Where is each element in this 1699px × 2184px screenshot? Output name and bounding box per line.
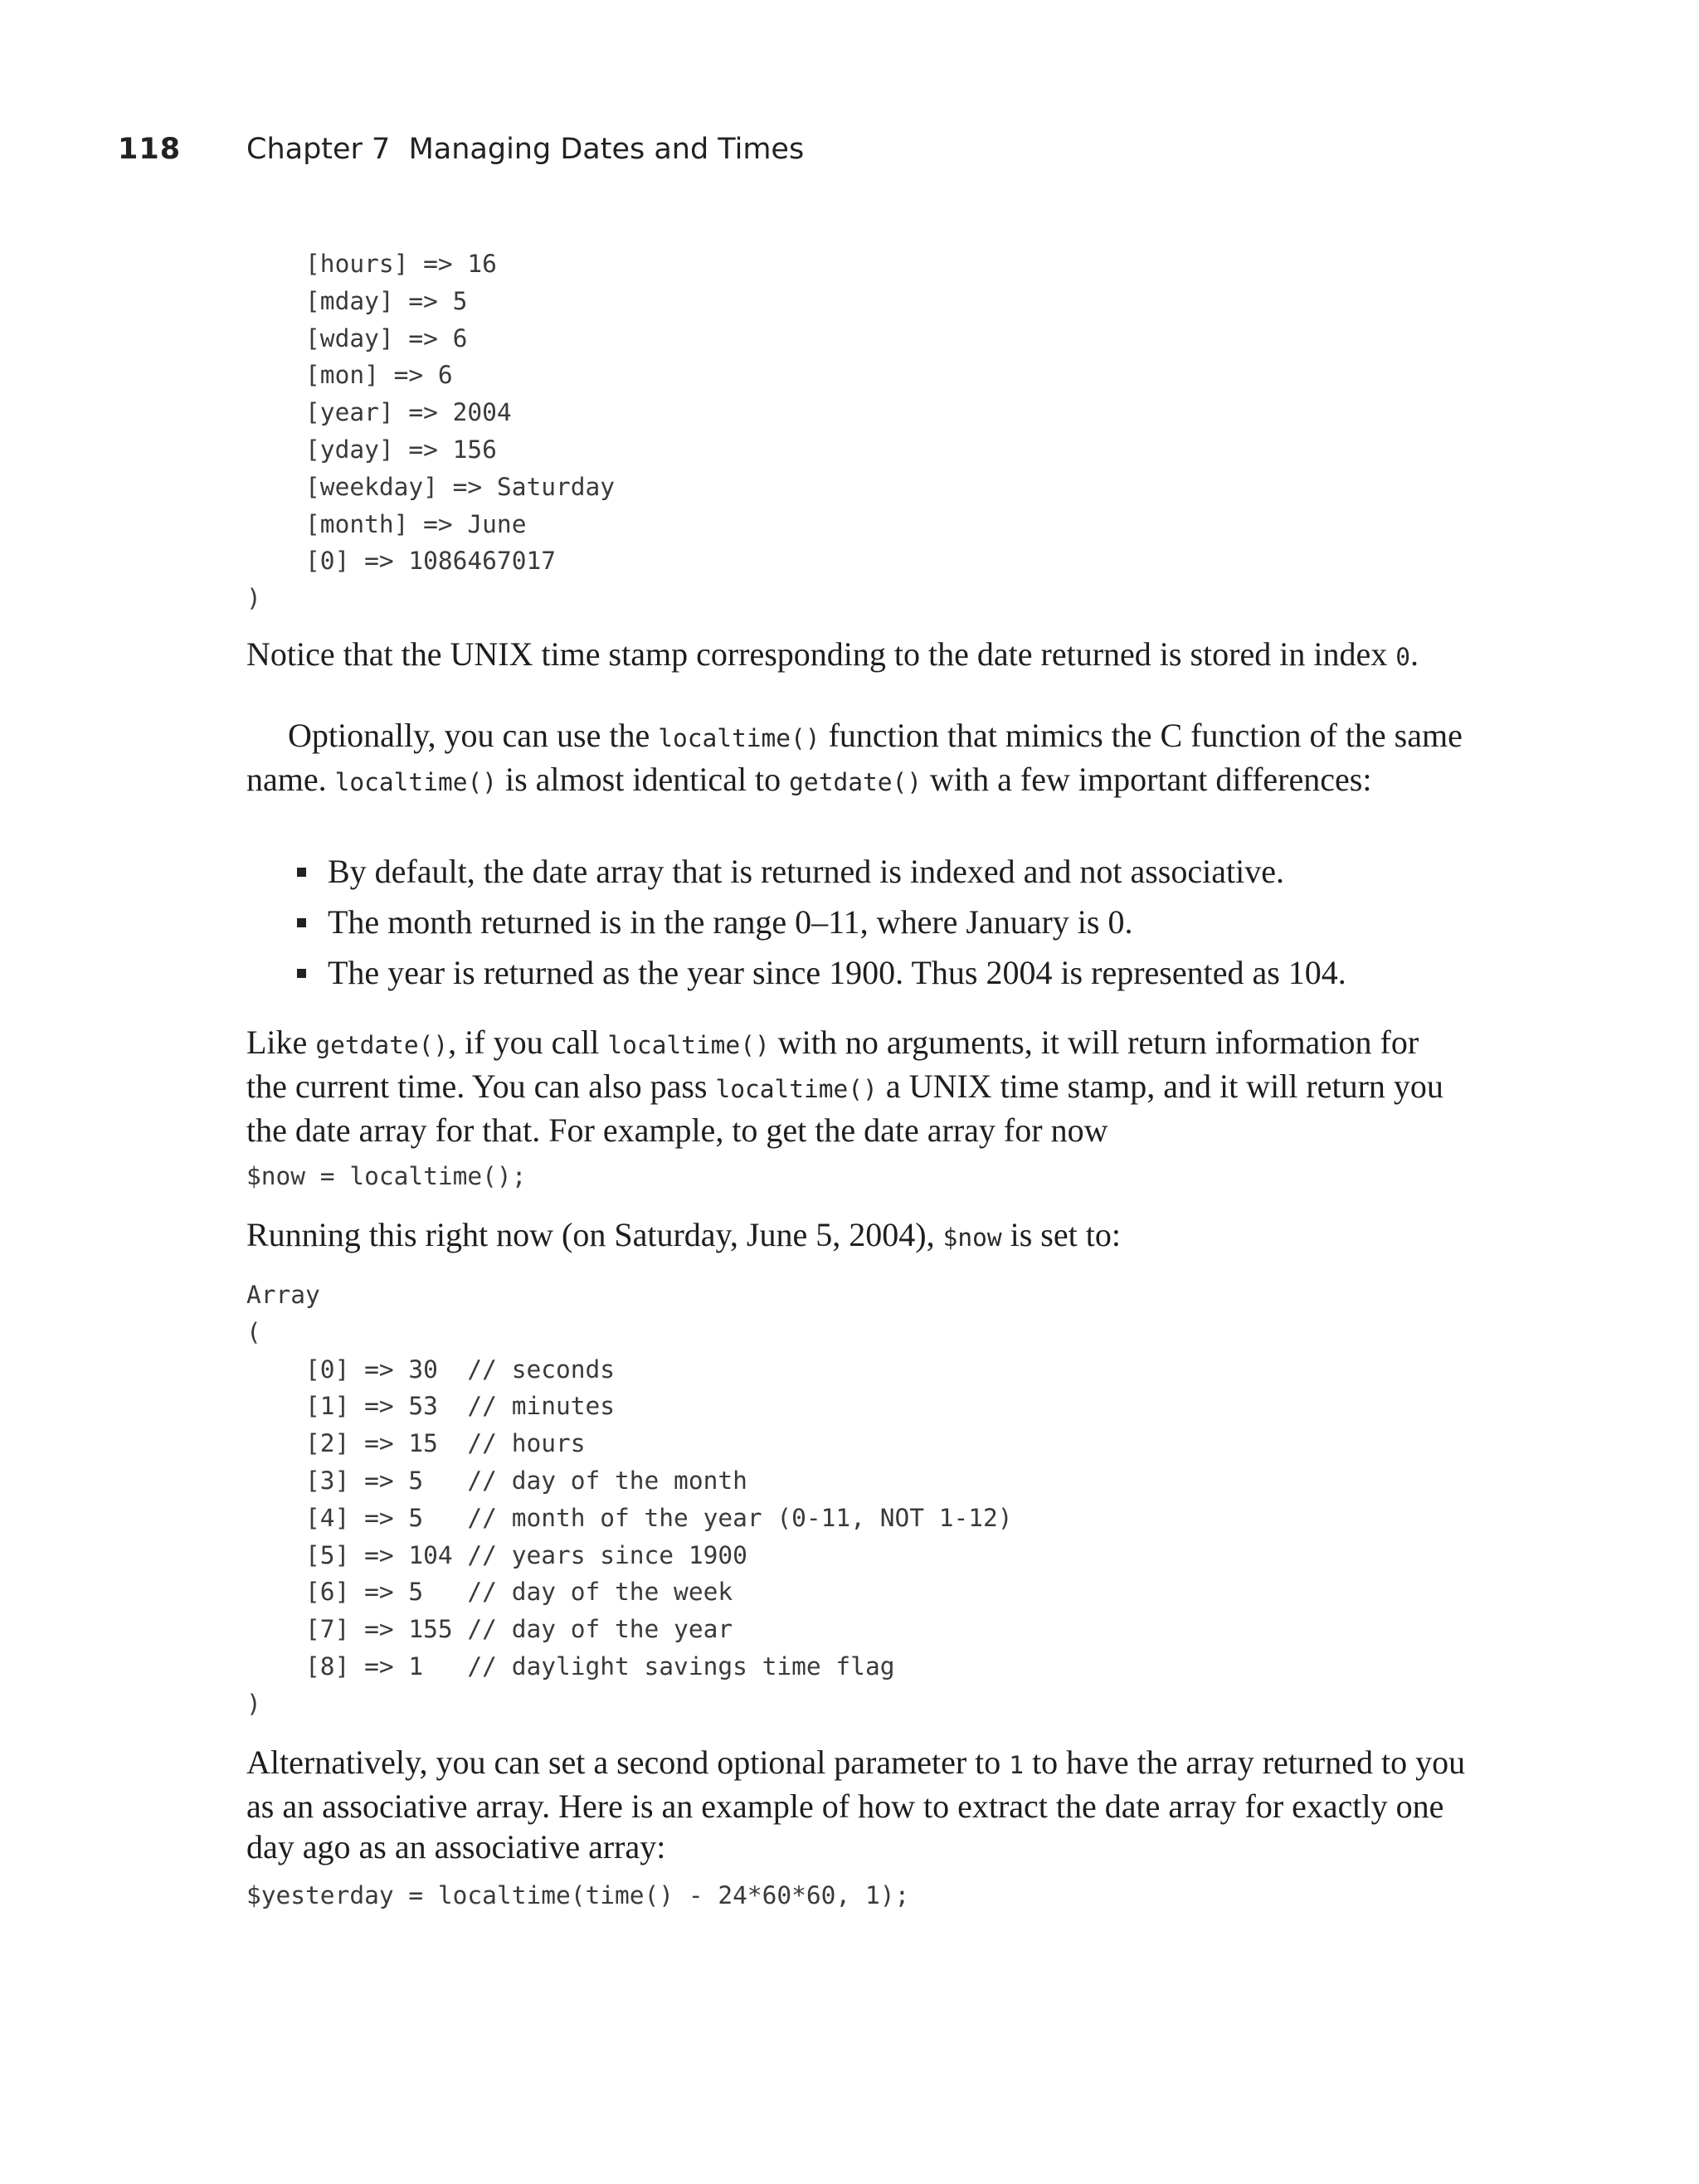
differences-list bbox=[290, 846, 1468, 998]
inline-code: localtime() bbox=[334, 768, 497, 796]
code-block-yesterday: $yesterday = localtime(time() - 24*60*60, 1); bbox=[246, 1881, 910, 1909]
bullet-icon bbox=[297, 969, 306, 978]
inline-code: localtime() bbox=[715, 1075, 878, 1103]
paragraph-localtime-usage: Like getdate(), if you call localtime() with no arguments, it will return information for the current time. You can also pass localtime() a UNIX time stamp, and it will return you the date array for that. For example, to get the date array for now bbox=[246, 1024, 1443, 1149]
inline-code: $now bbox=[942, 1223, 1002, 1252]
inline-code: localtime() bbox=[658, 724, 820, 752]
paragraph-localtime-intro: Optionally, you can use the localtime() function that mimics the C function of the same name. localtime() is almost identical to getdate() with a few important differences: bbox=[246, 717, 1463, 798]
list-item: By default, the date array that is returned is indexed and not associative. bbox=[290, 846, 1468, 897]
code-block-now: $now = localtime(); bbox=[246, 1162, 527, 1190]
inline-code: getdate() bbox=[789, 768, 923, 796]
inline-code: 1 bbox=[1009, 1751, 1025, 1779]
inline-code: 0 bbox=[1395, 643, 1410, 671]
inline-code: getdate() bbox=[315, 1031, 449, 1059]
running-head: Chapter 7 Managing Dates and Times bbox=[246, 133, 805, 166]
page-header bbox=[0, 133, 1699, 174]
list-item: The month returned is in the range 0–11, where January is 0. bbox=[290, 897, 1468, 947]
paragraph-unix-timestamp: Notice that the UNIX time stamp corresponding to the date returned is stored in index 0. bbox=[246, 635, 1419, 673]
list-item: The year is returned as the year since 1900. Thus 2004 is represented as 104. bbox=[290, 947, 1468, 998]
bullet-icon bbox=[297, 868, 306, 877]
bullet-icon bbox=[297, 918, 306, 927]
paragraph-running-now: Running this right now (on Saturday, June 5, 2004), $now is set to: bbox=[246, 1216, 1121, 1253]
code-block-getdate-output: [hours] => 16 [mday] => 5 [wday] => 6 [mon] => 6 [year] => 2004 [yday] => 156 [weekday] => Saturday [month] => June [0] => 1086467017 ) bbox=[246, 250, 616, 613]
page-number: 118 bbox=[118, 133, 182, 166]
code-block-localtime-output: Array ( [0] => 30 // seconds [1] => 53 // minutes [2] => 15 // hours [3] => 5 // day of the month [4] => 5 // month of the year (0-11, NOT 1-12) [5] => 104 // years since 1900 [6] => 5 // day of the week [7] => 155 // day of the year [8] => 1 // daylight savings time flag ) bbox=[246, 1281, 1013, 1718]
paragraph-associative: Alternatively, you can set a second optional parameter to 1 to have the array returned to you as an associative array. Here is an example of how to extract the date array for exactly one day ago as an associative array: bbox=[246, 1744, 1466, 1865]
inline-code: localtime() bbox=[607, 1031, 770, 1059]
